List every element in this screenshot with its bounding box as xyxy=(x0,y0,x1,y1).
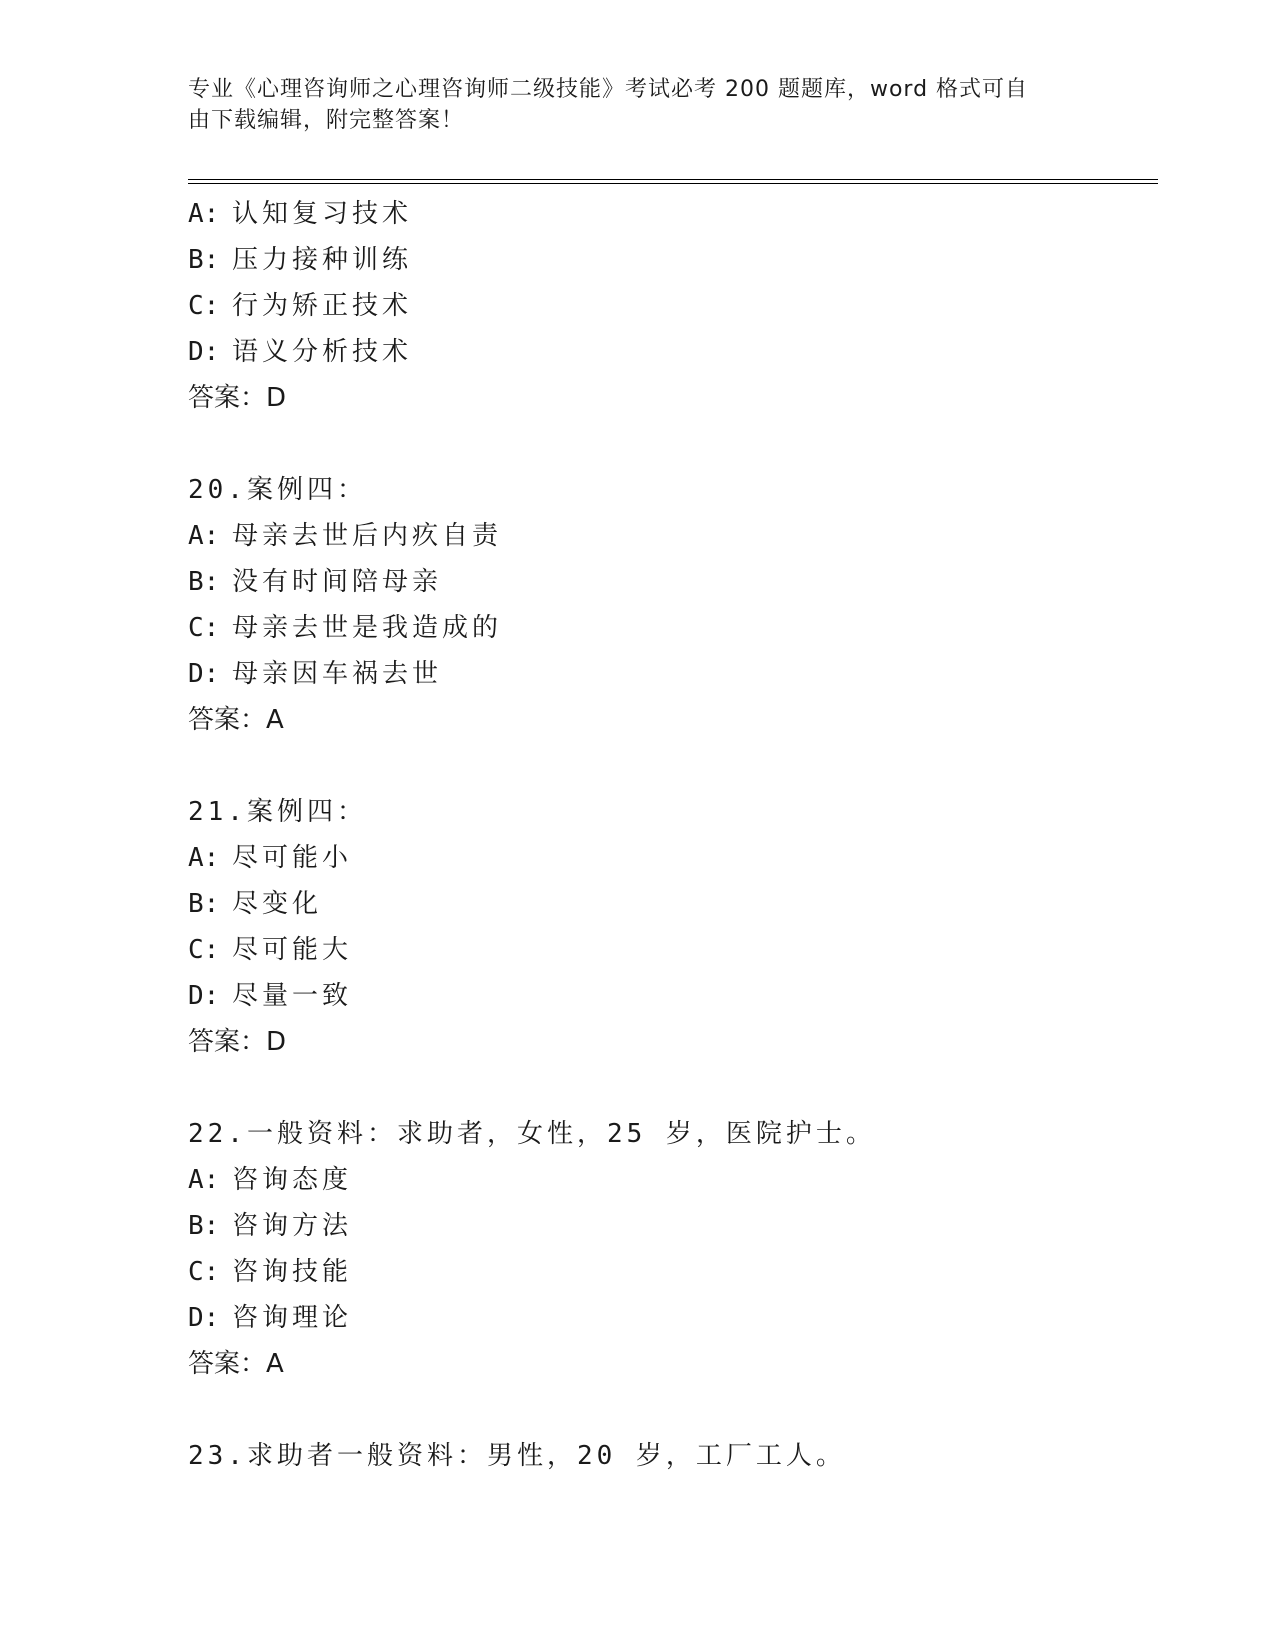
option-key: D: xyxy=(188,659,220,689)
option-a xyxy=(188,1157,1148,1203)
option-text: 咨询理论 xyxy=(232,1303,353,1333)
answer-line: 答案：A xyxy=(188,705,284,735)
option-key: B: xyxy=(188,567,220,597)
spacer xyxy=(188,1387,1148,1433)
option-key: C: xyxy=(188,613,220,643)
option-d xyxy=(188,651,1148,697)
option-key: D: xyxy=(188,1303,220,1333)
option-key: A: xyxy=(188,521,220,551)
option-text: 尽量一致 xyxy=(232,981,353,1011)
option-text: 没有时间陪母亲 xyxy=(232,567,443,597)
question-stem: 21.案例四： xyxy=(188,797,367,827)
option-key: C: xyxy=(188,291,220,321)
option-text: 压力接种训练 xyxy=(232,245,413,275)
option-text: 认知复习技术 xyxy=(232,199,413,229)
option-a xyxy=(188,191,1148,237)
option-text: 语义分析技术 xyxy=(232,337,413,367)
option-a xyxy=(188,835,1148,881)
option-key: D: xyxy=(188,981,220,1011)
option-key: B: xyxy=(188,245,220,275)
option-key: A: xyxy=(188,199,220,229)
option-key: C: xyxy=(188,1257,220,1287)
question-stem: 23.求助者一般资料：男性，20 岁，工厂工人。 xyxy=(188,1441,846,1471)
option-d xyxy=(188,329,1148,375)
spacer xyxy=(188,743,1148,789)
option-text: 咨询方法 xyxy=(232,1211,353,1241)
question-stem: 22.一般资料：求助者，女性，25 岁，医院护士。 xyxy=(188,1119,876,1149)
option-c xyxy=(188,1249,1148,1295)
question-stem: 20.案例四： xyxy=(188,475,367,505)
option-text: 咨询技能 xyxy=(232,1257,353,1287)
spacer xyxy=(188,421,1148,467)
option-b xyxy=(188,237,1148,283)
option-key: A: xyxy=(188,843,220,873)
question-block xyxy=(188,789,1148,1065)
answer-line: 答案：D xyxy=(188,1027,287,1057)
document-header xyxy=(188,74,1068,136)
option-key: C: xyxy=(188,935,220,965)
answer-line: 答案：D xyxy=(188,383,287,413)
header-divider-top xyxy=(188,179,1158,180)
option-d xyxy=(188,1295,1148,1341)
option-key: B: xyxy=(188,889,220,919)
question-block xyxy=(188,191,1148,421)
option-b xyxy=(188,559,1148,605)
header-line-2: 由下载编辑，附完整答案！ xyxy=(188,108,465,133)
option-text: 母亲去世是我造成的 xyxy=(232,613,503,643)
header-line-1: 专业《心理咨询师之心理咨询师二级技能》考试必考 200 题题库，word 格式可自 xyxy=(188,77,1029,102)
option-d xyxy=(188,973,1148,1019)
spacer xyxy=(188,1065,1148,1111)
option-text: 咨询态度 xyxy=(232,1165,353,1195)
option-a xyxy=(188,513,1148,559)
option-text: 尽可能大 xyxy=(232,935,353,965)
question-list xyxy=(188,191,1148,1479)
option-text: 母亲去世后内疚自责 xyxy=(232,521,503,551)
option-text: 行为矫正技术 xyxy=(232,291,413,321)
option-text: 尽变化 xyxy=(232,889,323,919)
question-block xyxy=(188,467,1148,743)
header-divider-bottom xyxy=(188,183,1158,184)
option-b xyxy=(188,1203,1148,1249)
option-key: A: xyxy=(188,1165,220,1195)
option-text: 母亲因车祸去世 xyxy=(232,659,443,689)
option-c xyxy=(188,283,1148,329)
option-b xyxy=(188,881,1148,927)
option-text: 尽可能小 xyxy=(232,843,353,873)
answer-line: 答案：A xyxy=(188,1349,284,1379)
question-block xyxy=(188,1111,1148,1387)
option-c xyxy=(188,927,1148,973)
option-key: B: xyxy=(188,1211,220,1241)
option-key: D: xyxy=(188,337,220,367)
option-c xyxy=(188,605,1148,651)
